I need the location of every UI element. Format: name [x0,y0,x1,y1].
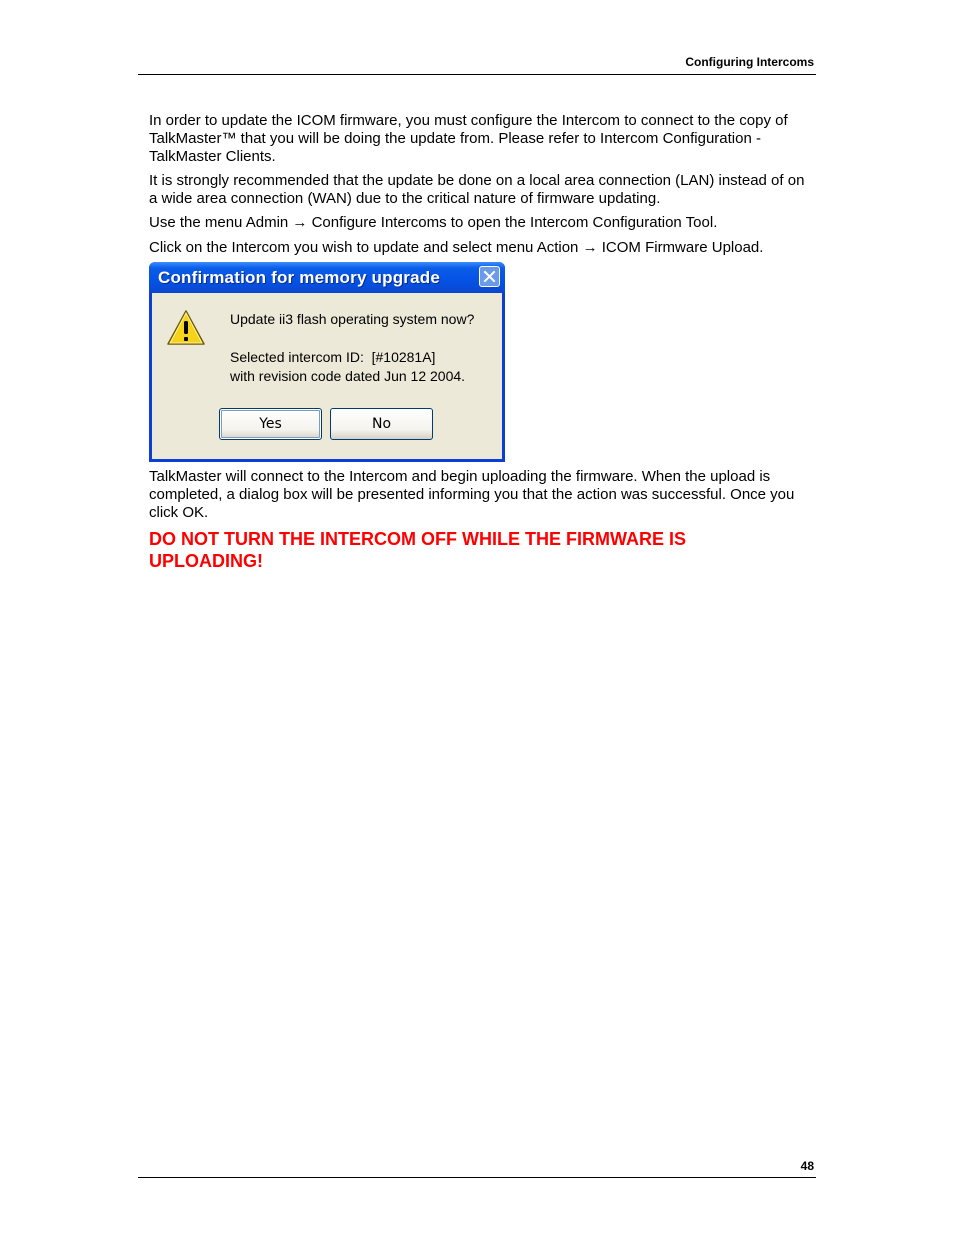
no-button[interactable]: No [330,408,433,440]
warning-text: DO NOT TURN THE INTERCOM OFF WHILE THE FIRMWARE IS UPLOADING! [149,529,686,571]
paragraph-menu-admin: Use the menu Admin → Configure Intercoms to open the Intercom Configuration Tool. [149,214,718,231]
yes-button[interactable]: Yes [219,408,322,440]
dialog-question: Update ii3 flash operating system now? [230,311,475,327]
warning-icon [166,309,206,347]
confirmation-dialog [149,262,505,462]
close-button[interactable] [479,266,500,287]
document-body [149,112,809,263]
close-icon [483,270,496,283]
dialog-title: Confirmation for memory upgrade [158,268,441,287]
dialog-detail-line1: Selected intercom ID: [#10281A] [230,349,436,365]
running-header: Configuring Intercoms [685,55,814,69]
paragraph-intro: In order to update the ICOM firmware, you must configure the Intercom to connect to the copy of TalkMaster™ that you will be doing the update from. Please refer to Intercom Configuration - TalkMaster Clients. [149,112,788,165]
dialog-client-area [152,293,502,459]
page-number: 48 [800,1159,814,1173]
footer-rule [138,1177,816,1178]
dialog-detail-line2: with revision code dated Jun 12 2004. [230,368,466,384]
paragraph-menu-action: Click on the Intercom you wish to update and select menu Action → ICOM Firmware Upload. [149,239,764,256]
document-body-continued [149,468,809,572]
header-rule [138,74,816,75]
dialog-detail [230,348,465,386]
paragraph-recommendation: It is strongly recommended that the update be done on a local area connection (LAN) instead of on a wide area connection (WAN) due to the critical nature of firmware updating. [149,172,805,207]
dialog-titlebar [149,262,505,293]
paragraph-upload-result: TalkMaster will connect to the Intercom and begin uploading the firmware. When the upload is completed, a dialog box will be presented informing you that the action was successful. Once you click OK. [149,468,795,521]
